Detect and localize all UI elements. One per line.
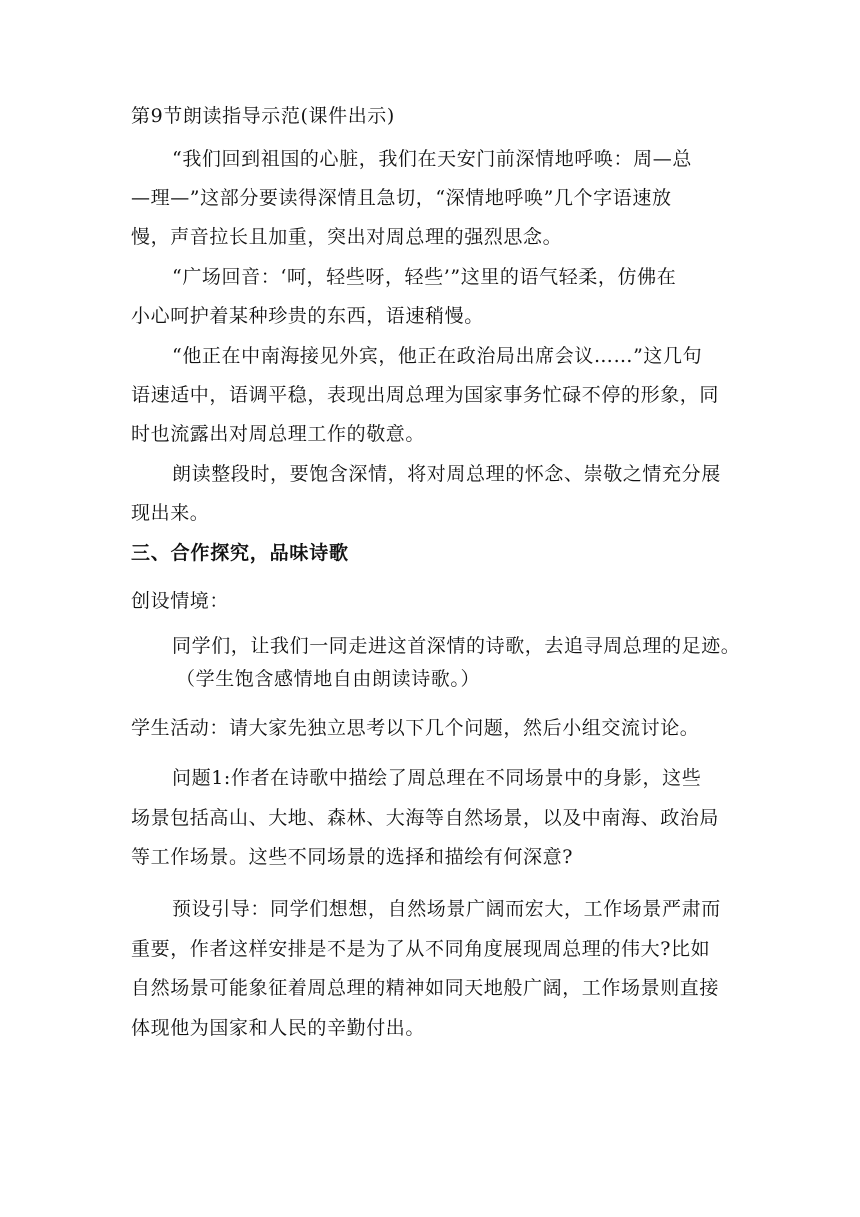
question-line: 问题1:作者在诗歌中描绘了周总理在不同场景中的身影，这些: [172, 767, 702, 789]
paragraph-line: —理—”这部分要读得深情且急切，“深情地呼唤”几个字语速放: [131, 187, 672, 209]
section-subtitle: 第9节朗读指导示范(课件出示): [131, 105, 395, 127]
paragraph-line: 语速适中，语调平稳，表现出周总理为国家事务忙碌不停的形象，同: [131, 384, 720, 406]
question-line: 场景包括高山、大地、森林、大海等自然场景，以及中南海、政治局: [131, 807, 720, 829]
paragraph-line: “他正在中南海接见外宾，他正在政治局出席会议……”这几句: [172, 345, 703, 367]
paragraph-line: “我们回到祖国的心脏，我们在天安门前深情地呼唤：周—总: [172, 148, 692, 170]
section-heading: 三、合作探究，品味诗歌: [131, 542, 349, 564]
guidance-line: 重要，作者这样安排是不是为了从不同角度展现周总理的伟大?比如: [131, 938, 711, 960]
guidance-line: 体现他为国家和人民的辛勤付出。: [131, 1017, 426, 1039]
paragraph-line: 同学们，让我们一同走进这首深情的诗歌，去追寻周总理的足迹。: [172, 635, 741, 657]
paragraph-line: 时也流露出对周总理工作的敬意。: [131, 423, 426, 445]
guidance-line: 预设引导：同学们想想，自然场景广阔而宏大，工作场景严肃而: [172, 898, 721, 920]
paragraph-line: “广场回音：‘呵，轻些呀，轻些’”这里的语气轻柔，仿佛在: [172, 266, 677, 288]
label-line: 创设情境：: [131, 590, 230, 612]
paragraph-line: 慢，声音拉长且加重，突出对周总理的强烈思念。: [131, 226, 563, 248]
paragraph-line: 现出来。: [131, 502, 210, 524]
guidance-line: 自然场景可能象征着周总理的精神如同天地般广阔，工作场景则直接: [131, 977, 720, 999]
paragraph-line: 小心呵护着某种珍贵的东西，语速稍慢。: [131, 305, 484, 327]
question-line: 等工作场景。这些不同场景的选择和描绘有何深意?: [131, 846, 573, 868]
paragraph-line: （学生饱含感情地自由朗读诗歌。）: [176, 668, 481, 690]
label-line: 学生活动：请大家先独立思考以下几个问题，然后小组交流讨论。: [131, 717, 700, 739]
paragraph-line: 朗读整段时，要饱含深情，将对周总理的怀念、崇敬之情充分展: [172, 463, 721, 485]
